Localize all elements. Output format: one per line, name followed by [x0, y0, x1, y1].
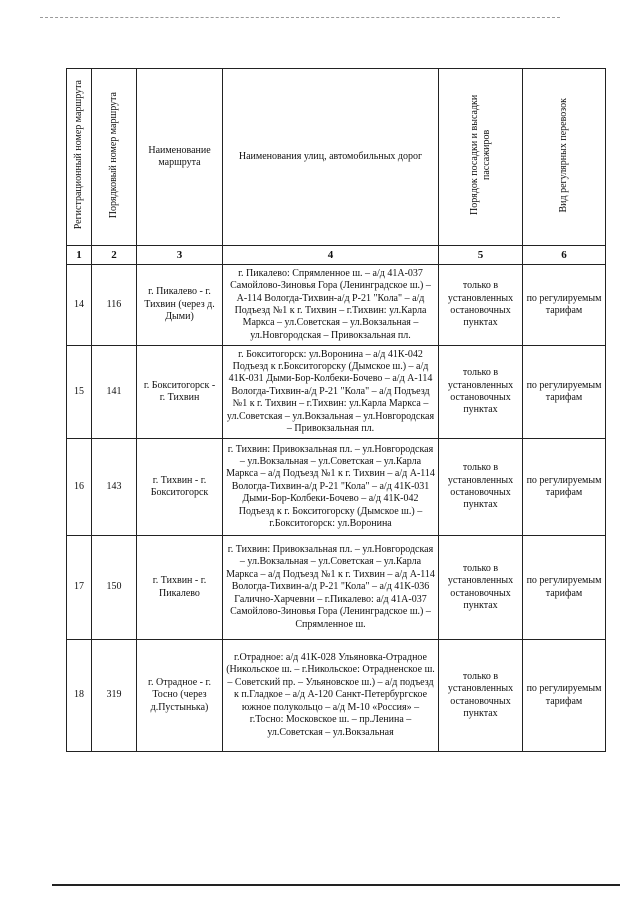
table-row: [67, 536, 606, 640]
type-cell: по регулируемым тарифам: [523, 346, 606, 439]
seq-number-cell: 143: [92, 439, 137, 536]
column-number: 3: [137, 246, 223, 265]
routes-table: [66, 68, 606, 752]
stops-cell: только в установленных остановочных пунктах: [439, 346, 523, 439]
type-cell: по регулируемым тарифам: [523, 640, 606, 752]
seq-number-cell: 116: [92, 265, 137, 346]
route-name-cell: г. Пикалево - г. Тихвин (через д. Дыми): [137, 265, 223, 346]
column-number-row: [67, 246, 606, 265]
scan-top-edge: [40, 17, 560, 19]
stops-cell: только в установленных остановочных пунктах: [439, 536, 523, 640]
streets-cell: г.Отрадное: а/д 41К-028 Ульяновка-Отрадное (Никольское ш. – г.Никольское: Отрадненское ш. – Советский пр. – Ульяновское ш.) – а/д подъезд к п.Гладкое – а/д А-120 Санкт-Петербургское южное полукольцо – а/д М-10 «Россия» – г.Тосно: Московское ш. – пр.Ленина – ул.Советская – ул.Вокзальная: [223, 640, 439, 752]
header-reg-number: Регистрационный номер маршрута: [67, 69, 92, 246]
header-streets: Наименования улиц, автомобильных дорог: [223, 69, 439, 246]
stops-cell: только в установленных остановочных пунктах: [439, 640, 523, 752]
table-row: [67, 439, 606, 536]
route-name-cell: г. Тихвин - г. Бокситогорск: [137, 439, 223, 536]
type-cell: по регулируемым тарифам: [523, 536, 606, 640]
column-number: 6: [523, 246, 606, 265]
reg-number-cell: 17: [67, 536, 92, 640]
column-number: 4: [223, 246, 439, 265]
header-stops: Порядок посадки и высадки пассажиров: [439, 69, 523, 246]
table-row: [67, 265, 606, 346]
type-cell: по регулируемым тарифам: [523, 265, 606, 346]
route-name-cell: г. Бокситогорск - г. Тихвин: [137, 346, 223, 439]
streets-cell: г. Бокситогорск: ул.Воронина – а/д 41К-042 Подъезд к г.Бокситогорску (Дымское ш.) – а/д 41К-031 Дыми-Бор-Колбеки-Бочево – а/д А-114 Вологда-Тихвин-а/д Р-21 "Кола" – а/д Подъезд №1 к г. Тихвин – г.Тихвин: ул.Карла Маркса – ул.Советская – ул.Вокзальная – ул.Новгородская – Привокзальная пл.: [223, 346, 439, 439]
streets-cell: г. Тихвин: Привокзальная пл. – ул.Новгородская – ул.Вокзальная – ул.Советская – ул.Карла Маркса – а/д Подъезд №1 к г. Тихвин – а/д А-114 Вологда-Тихвин-а/д Р-21 "Кола" – а/д 41К-036 Галично-Харчевни – г.Пикалево: а/д 41А-037 Самойлово-Зиновья Гора (Ленинградское ш.) – Спрямленное ш.: [223, 536, 439, 640]
header-route-name: Наименование маршрута: [137, 69, 223, 246]
stops-cell: только в установленных остановочных пунктах: [439, 265, 523, 346]
route-name-cell: г. Тихвин - г. Пикалево: [137, 536, 223, 640]
scan-bottom-edge: [52, 884, 620, 886]
table-header-row: [67, 69, 606, 246]
type-cell: по регулируемым тарифам: [523, 439, 606, 536]
seq-number-cell: 150: [92, 536, 137, 640]
seq-number-cell: 319: [92, 640, 137, 752]
table-row: [67, 640, 606, 752]
column-number: 1: [67, 246, 92, 265]
column-number: 2: [92, 246, 137, 265]
reg-number-cell: 15: [67, 346, 92, 439]
column-number: 5: [439, 246, 523, 265]
table-row: [67, 346, 606, 439]
reg-number-cell: 18: [67, 640, 92, 752]
streets-cell: г. Пикалево: Спрямленное ш. – а/д 41А-037 Самойлово-Зиновья Гора (Ленинградское ш.) – А-114 Вологда-Тихвин-а/д Р-21 "Кола" – а/д Подъезд №1 к г. Тихвин – г.Тихвин: ул.Карла Маркса – ул.Советская – ул.Вокзальная – ул.Новгородская – Привокзальная пл.: [223, 265, 439, 346]
reg-number-cell: 16: [67, 439, 92, 536]
header-seq-number: Порядковый номер маршрута: [92, 69, 137, 246]
stops-cell: только в установленных остановочных пунктах: [439, 439, 523, 536]
reg-number-cell: 14: [67, 265, 92, 346]
seq-number-cell: 141: [92, 346, 137, 439]
streets-cell: г. Тихвин: Привокзальная пл. – ул.Новгородская – ул.Вокзальная – ул.Советская – ул.Карла Маркса – а/д Подъезд №1 к г. Тихвин – а/д А-114 Вологда-Тихвин-а/д Р-21 "Кола" – а/д 41К-031 Дыми-Бор-Колбеки-Бочево – а/д 41К-042 Подъезд к г. Бокситогорску (Дымское ш.) – г.Бокситогорск: ул.Воронина: [223, 439, 439, 536]
header-type: Вид регулярных перевозок: [523, 69, 606, 246]
route-name-cell: г. Отрадное - г. Тосно (через д.Пустынька): [137, 640, 223, 752]
